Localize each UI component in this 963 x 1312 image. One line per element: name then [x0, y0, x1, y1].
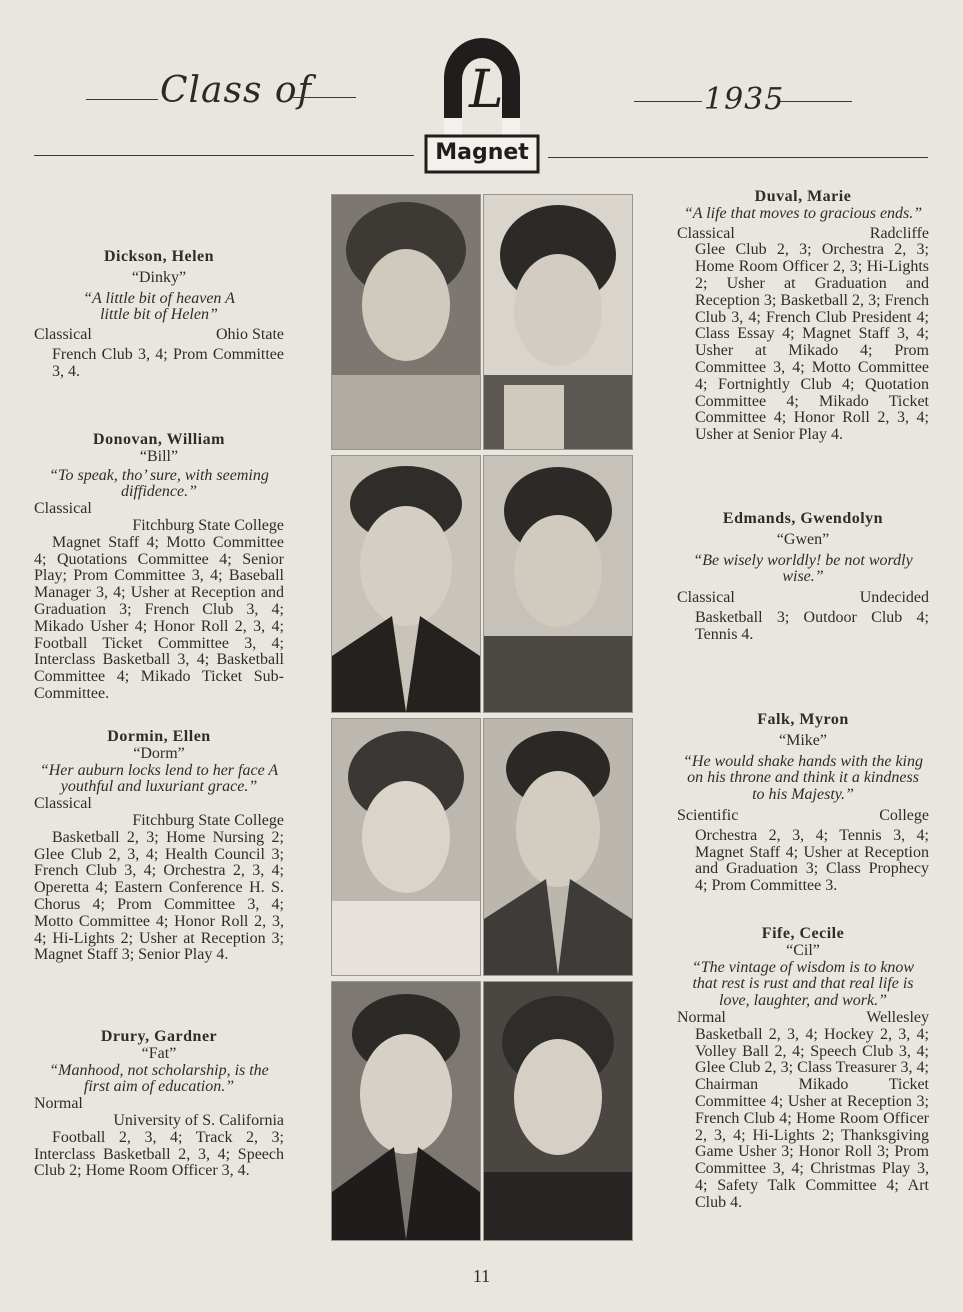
- student-course: Classical: [34, 500, 92, 518]
- student-nickname: “Fat”: [141, 1044, 177, 1062]
- entry-dormin: [34, 729, 284, 964]
- student-name: Dormin, Ellen: [107, 728, 211, 745]
- header-left-short-rule: [86, 99, 158, 100]
- entry-fife: [677, 926, 929, 1212]
- header-left-long-rule: [34, 155, 414, 156]
- student-quote: “Her auburn locks lend to her face A youthful and luxuriant grace.”: [39, 761, 279, 796]
- student-course: Classical: [677, 589, 735, 607]
- student-quote: “A little bit of heaven A little bit of Helen”: [83, 289, 235, 324]
- header-right-long-rule: [548, 157, 928, 158]
- student-name: Donovan, William: [93, 431, 225, 448]
- portrait-photo: [331, 718, 481, 976]
- student-name: Fife, Cecile: [761, 925, 845, 942]
- portrait-photo: [483, 718, 633, 976]
- student-name: Falk, Myron: [757, 711, 849, 728]
- student-destination: Fitchburg State College: [132, 811, 284, 829]
- magnet-logo: [422, 18, 542, 174]
- student-nickname: “Dorm”: [133, 744, 185, 762]
- student-quote: “A life that moves to gracious ends.”: [683, 204, 923, 222]
- student-destination: University of S. California: [113, 1111, 284, 1129]
- student-name: Edmands, Gwendolyn: [722, 510, 884, 527]
- entry-drury: [34, 1029, 284, 1180]
- student-activities: Magnet Staff 4; Motto Committee 4; Quotations Committee 4; Senior Play; Prom Committee 3, 4; Baseball Manager 3, 4; Usher at Reception and Graduation 3; French Club 3, 4; Mikado Usher 4; Honor Roll 2, 3, 4; Football Ticket Committee 3, 4; Interclass Basketball 3, 4; Basketball Committee 4; Mikado Ticket Sub-Committee.: [34, 533, 284, 702]
- header-right-short-rule-2: [780, 101, 852, 102]
- student-destination: Undecided: [859, 589, 929, 607]
- student-quote: “He would shake hands with the king on his throne and think it a kindness to his Majesty.”: [683, 752, 923, 804]
- entry-edmands: [677, 511, 929, 644]
- student-activities: Orchestra 2, 3, 4; Tennis 3, 4; Magnet Staff 4; Usher at Reception and Graduation 3; Class Prophecy 4; Prom Committee 3.: [695, 826, 929, 895]
- student-course: Classical: [677, 224, 735, 242]
- header-right-short-rule: [634, 101, 702, 102]
- student-course: Classical: [34, 326, 92, 344]
- header-left-short-rule-2: [290, 97, 356, 98]
- portrait-photo: [483, 194, 633, 450]
- student-course: Normal: [677, 1008, 726, 1026]
- logo-letter: L: [469, 60, 504, 120]
- student-nickname: “Bill”: [139, 447, 179, 465]
- student-name: Duval, Marie: [754, 188, 852, 205]
- student-nickname: “Mike”: [779, 731, 827, 749]
- student-destination: Ohio State: [216, 326, 284, 344]
- entry-duval: [677, 189, 929, 444]
- student-activities: Football 2, 3, 4; Track 2, 3; Interclass Basketball 2, 3, 4; Speech Club 2; Home Room Officer 3, 4.: [34, 1128, 284, 1180]
- year-title: 1935: [704, 82, 785, 117]
- student-name: Drury, Gardner: [100, 1028, 218, 1045]
- portrait-photo: [483, 981, 633, 1241]
- portrait-photo: [331, 981, 481, 1241]
- student-activities: Basketball 3; Outdoor Club 4; Tennis 4.: [695, 608, 929, 643]
- student-quote: “Be wisely worldly! be not wordly wise.”: [693, 551, 913, 586]
- student-destination: Radcliffe: [869, 224, 929, 242]
- student-course: Scientific: [677, 806, 739, 824]
- page-number: 11: [472, 1266, 491, 1286]
- student-quote: “To speak, tho’ sure, with seeming diffidence.”: [49, 466, 269, 501]
- student-nickname: “Dinky”: [131, 268, 187, 286]
- logo-word: Magnet: [435, 140, 529, 165]
- portrait-photo: [331, 194, 481, 450]
- entry-falk: [677, 712, 929, 895]
- student-course: Classical: [34, 795, 92, 813]
- portrait-photo: [331, 455, 481, 713]
- student-destination: College: [879, 806, 929, 824]
- student-nickname: “Cil”: [786, 941, 820, 959]
- student-destination: Wellesley: [866, 1008, 929, 1026]
- class-of-title: Class of: [160, 70, 312, 111]
- student-activities: Glee Club 2, 3; Orchestra 2, 3; Home Room Officer 2, 3; Hi-Lights 2; Usher at Graduation and Reception 3; Basketball 2, 3; French Club 3, 4; French Club President 4; Class Essay 4; Magnet Staff 3, 4; Usher at Mikado 4; Prom Committee 3, 4; Motto Committee 4; Fortnightly Club 4; Quotation Committee 4; Mikado Ticket Committee 4; Honor Roll 2, 3, 4; Usher at Senior Play 4.: [695, 241, 929, 444]
- student-quote: “Manhood, not scholarship, is the first aim of education.”: [49, 1061, 269, 1096]
- entry-donovan: [34, 432, 284, 703]
- student-nickname: “Gwen”: [776, 530, 830, 548]
- student-destination: Fitchburg State College: [132, 516, 284, 534]
- student-course: Normal: [34, 1095, 83, 1113]
- student-name: Dickson, Helen: [103, 248, 215, 265]
- student-quote: “The vintage of wisdom is to know that rest is rust and that real life is love, laughter, and work.”: [691, 958, 915, 1010]
- student-activities: French Club 3, 4; Prom Committee 3, 4.: [52, 345, 284, 380]
- entry-dickson: [34, 249, 284, 381]
- student-activities: Basketball 2, 3, 4; Hockey 2, 3, 4; Volley Ball 2, 4; Speech Club 3, 4; Glee Club 2, 3; Class Treasurer 3, 4; Chairman Mikado Ticket Committee 4; Usher at Reception 3; French Club 4; Home Room Officer 2, 3, 4; Hi-Lights 2; Thanksgiving Game Usher 3; Honor Roll 3; Prom Committee 3, 4; Christmas Play 3, 4; Safety Talk Committee 4; Art Club 4.: [695, 1025, 929, 1211]
- student-activities: Basketball 2, 3; Home Nursing 2; Glee Club 2, 3, 4; Health Council 3; French Club 3, 4; Orchestra 2, 3, 4; Operetta 4; Eastern Conference H. S. Chorus 4; Prom Committee 3, 4; Motto Committee 4; Honor Roll 2, 3, 4; Hi-Lights 2; Usher at Reception 3; Magnet Staff 3; Senior Play 4.: [34, 828, 284, 964]
- portrait-photo: [483, 455, 633, 713]
